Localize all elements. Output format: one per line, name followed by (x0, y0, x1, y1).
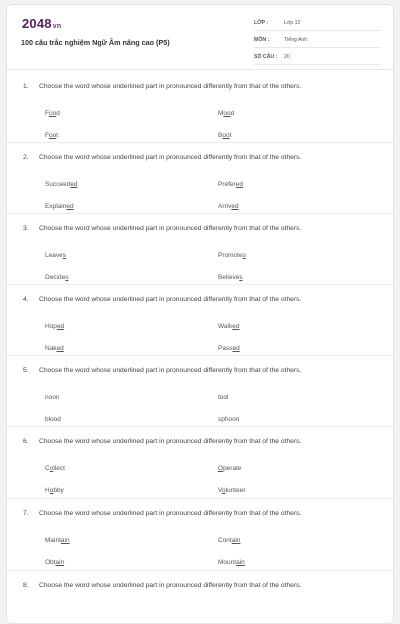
answer-option-a[interactable]: Leaves (45, 252, 66, 259)
answer-option-a[interactable]: Food (45, 110, 60, 117)
quiz-meta (254, 16, 381, 67)
quiz-sheet (6, 4, 394, 624)
question-divider (7, 426, 393, 427)
site-logo[interactable]: 2048vn (22, 16, 62, 31)
answer-options (23, 446, 379, 506)
question-number: 6. (23, 438, 29, 445)
answer-option-b[interactable]: Prefered (218, 181, 243, 188)
answer-option-c[interactable]: Hobby (45, 487, 64, 494)
answer-option-d[interactable]: Passed (218, 345, 240, 352)
answer-option-a[interactable]: Collect (45, 465, 65, 472)
question-7 (23, 509, 379, 578)
question-divider (7, 284, 393, 285)
question-text: Choose the word whose underlined part in pronounced differently from that of the others. (39, 83, 302, 90)
answer-option-d[interactable]: Boot (218, 132, 232, 139)
meta-grade: LỚP : Lớp 12 (254, 16, 381, 31)
question-text: Choose the word whose underlined part in pronounced differently from that of the others. (39, 296, 302, 303)
meta-subject: MÔN : Tiếng Anh (254, 33, 381, 48)
answer-option-c[interactable]: Naked (45, 345, 64, 352)
answer-option-d[interactable]: Volunteer (218, 487, 246, 494)
answer-option-c[interactable]: Decides (45, 274, 69, 281)
question-divider (7, 142, 393, 143)
answer-option-d[interactable]: Arrived (218, 203, 239, 210)
answer-option-d[interactable]: Mountain (218, 559, 245, 566)
answer-option-d[interactable]: sphoon (218, 416, 240, 423)
question-divider (7, 498, 393, 499)
question-number: 8. (23, 582, 29, 589)
answer-option-b[interactable]: Promotes (218, 252, 246, 259)
question-4 (23, 295, 379, 364)
question-number: 5. (23, 367, 29, 374)
question-number: 2. (23, 154, 29, 161)
answer-option-c[interactable]: Foot (45, 132, 59, 139)
question-divider (7, 355, 393, 356)
question-3 (23, 224, 379, 293)
answer-option-b[interactable]: tool (218, 394, 229, 401)
question-divider (7, 570, 393, 571)
answer-option-c[interactable]: blood (45, 416, 61, 423)
answer-option-b[interactable]: Operate (218, 465, 242, 472)
answer-option-d[interactable]: Believes (218, 274, 243, 281)
answer-option-b[interactable]: Contain (218, 537, 241, 544)
meta-count: SỐ CÂU : 20 (254, 50, 381, 65)
quiz-title: 100 câu trắc nghiệm Ngữ Âm nâng cao (P5) (21, 38, 170, 47)
question-6 (23, 437, 379, 506)
answer-options (23, 518, 379, 578)
question-number: 4. (23, 296, 29, 303)
question-number: 3. (23, 225, 29, 232)
answer-option-a[interactable]: Succeeded (45, 181, 78, 188)
question-number: 1. (23, 83, 29, 90)
answer-option-b[interactable]: Walked (218, 323, 240, 330)
question-text: Choose the word whose underlined part in pronounced differently from that of the others. (39, 367, 302, 374)
answer-option-a[interactable]: Hoped (45, 323, 65, 330)
question-5 (23, 366, 379, 435)
question-text: Choose the word whose underlined part in pronounced differently from that of the others. (39, 510, 302, 517)
quiz-header (7, 5, 393, 70)
question-1 (23, 82, 379, 151)
question-text: Choose the word whose underlined part in pronounced differently from that of the others. (39, 154, 302, 161)
question-8 (23, 581, 379, 590)
question-text: Choose the word whose underlined part in pronounced differently from that of the others. (39, 438, 302, 445)
answer-option-b[interactable]: Mood (218, 110, 235, 117)
question-divider (7, 213, 393, 214)
answer-option-a[interactable]: noon (45, 394, 60, 401)
answer-option-c[interactable]: Explained (45, 203, 74, 210)
answer-option-a[interactable]: Maintain (45, 537, 70, 544)
question-text: Choose the word whose underlined part in pronounced differently from that of the others. (39, 225, 302, 232)
question-number: 7. (23, 510, 29, 517)
question-2 (23, 153, 379, 222)
answer-option-c[interactable]: Obtain (45, 559, 65, 566)
question-text: Choose the word whose underlined part in pronounced differently from that of the others. (39, 582, 302, 589)
